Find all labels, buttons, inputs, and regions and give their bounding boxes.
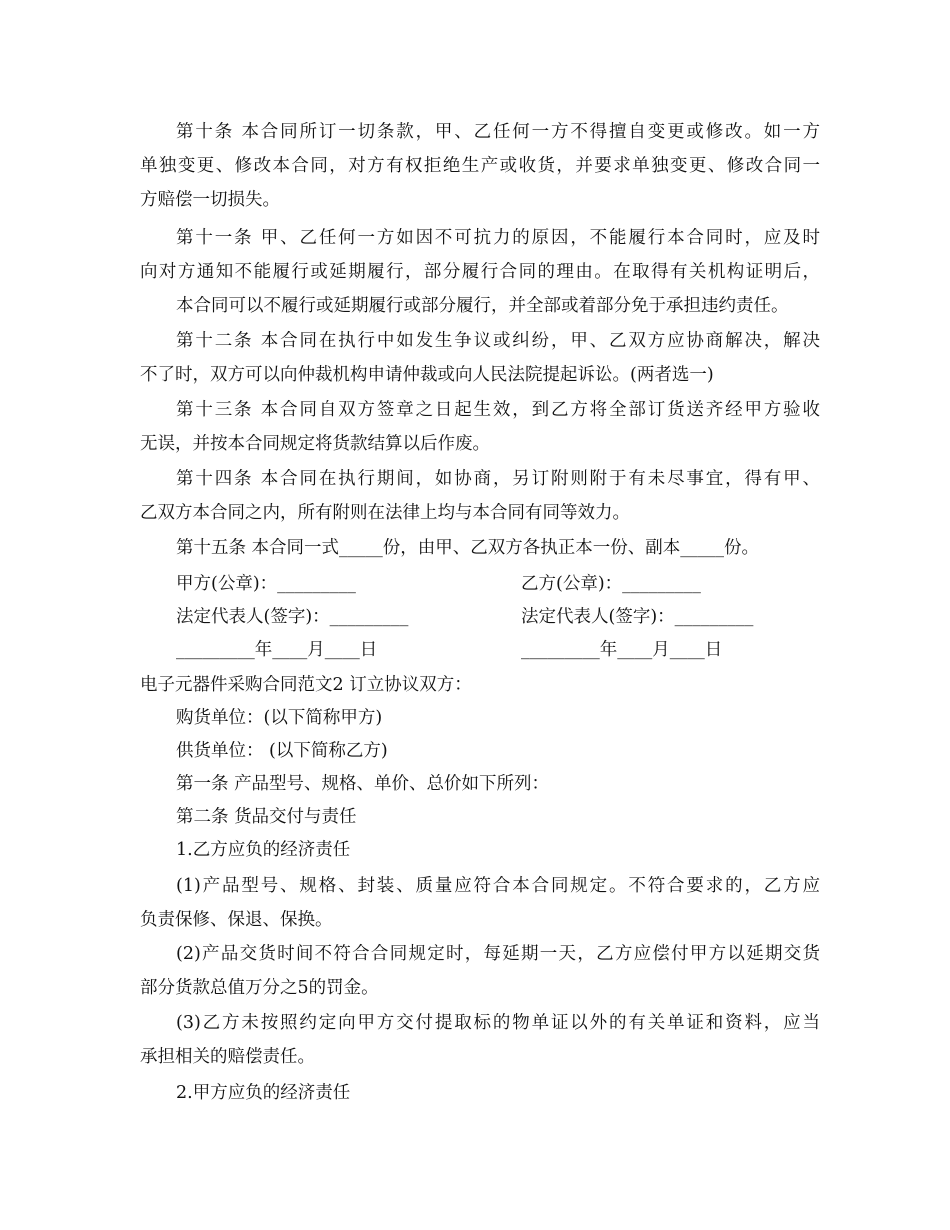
article-14-line-2: 乙双方本合同之内，所有附则在法律上均与本合同有同等效力。 [140,503,630,523]
second-contract-heading: 电子元器件采购合同范文2 订立协议双方： [140,675,472,695]
article-11-line-1: 第十一条 甲、乙任何一方如因不可抗力的原因，不能履行本合同时，应及时 [176,228,820,248]
item-3-line-1: (3)乙方未按照约定向甲方交付提取标的物单证以外的有关单证和资料，应当 [176,1013,820,1033]
article-1-line: 第一条 产品型号、规格、单价、总价如下所列： [176,774,550,794]
section-1-heading: 1.乙方应负的经济责任 [176,840,351,860]
article-2-line: 第二条 货品交付与责任 [176,807,357,827]
buyer-unit: 购货单位：(以下简称甲方) [176,708,383,728]
party-a-seal: 甲方(公章)：_________ [176,574,356,594]
party-b-seal: 乙方(公章)：_________ [521,574,701,594]
article-12-line-2: 不了时，双方可以向仲裁机构申请仲裁或向人民法院提起诉讼。(两者选一) [140,365,714,385]
article-12-line-1: 第十二条 本合同在执行中如发生争议或纠纷，甲、乙双方应协商解决，解决 [176,331,820,351]
party-a-representative: 法定代表人(签字)：_________ [176,607,409,627]
article-10-line-1: 第十条 本合同所订一切条款，甲、乙任何一方不得擅自变更或修改。如一方 [176,122,820,142]
article-13-line-2: 无误，并按本合同规定将货款结算以后作废。 [140,434,490,454]
item-1-line-1: (1)产品型号、规格、封装、质量应符合本合同规定。不符合要求的，乙方应 [176,876,820,896]
supplier-unit: 供货单位： (以下简称乙方) [176,741,388,761]
item-2-line-1: (2)产品交货时间不符合合同规定时，每延期一天，乙方应偿付甲方以延期交货 [176,944,820,964]
article-10-line-2: 单独变更、修改本合同，对方有权拒绝生产或收货，并要求单独变更、修改合同一 [140,156,820,176]
article-10-line-3: 方赔偿一切损失。 [140,190,280,210]
article-11-line-3: 本合同可以不履行或延期履行或部分履行，并全部或着部分免于承担违约责任。 [176,296,789,316]
item-1-line-2: 负责保修、保退、保换。 [140,910,333,930]
article-13-line-1: 第十三条 本合同自双方签章之日起生效，到乙方将全部订货送齐经甲方验收 [176,400,820,420]
article-14-line-1: 第十四条 本合同在执行期间，如协商，另订附则附于有未尽事宜，得有甲、 [176,469,820,489]
item-3-line-2: 承担相关的赔偿责任。 [140,1047,315,1067]
section-2-heading: 2.甲方应负的经济责任 [176,1083,351,1103]
party-b-date: _________年____月____日 [521,640,723,660]
article-15-line: 第十五条 本合同一式_____份，由甲、乙双方各执正本一份、副本_____份。 [176,538,760,558]
article-11-line-2: 向对方通知不能履行或延期履行，部分履行合同的理由。在取得有关机构证明后， [140,262,820,282]
party-a-date: _________年____月____日 [176,640,378,660]
item-2-line-2: 部分货款总值万分之5的罚金。 [140,978,379,998]
party-b-representative: 法定代表人(签字)：_________ [521,607,754,627]
